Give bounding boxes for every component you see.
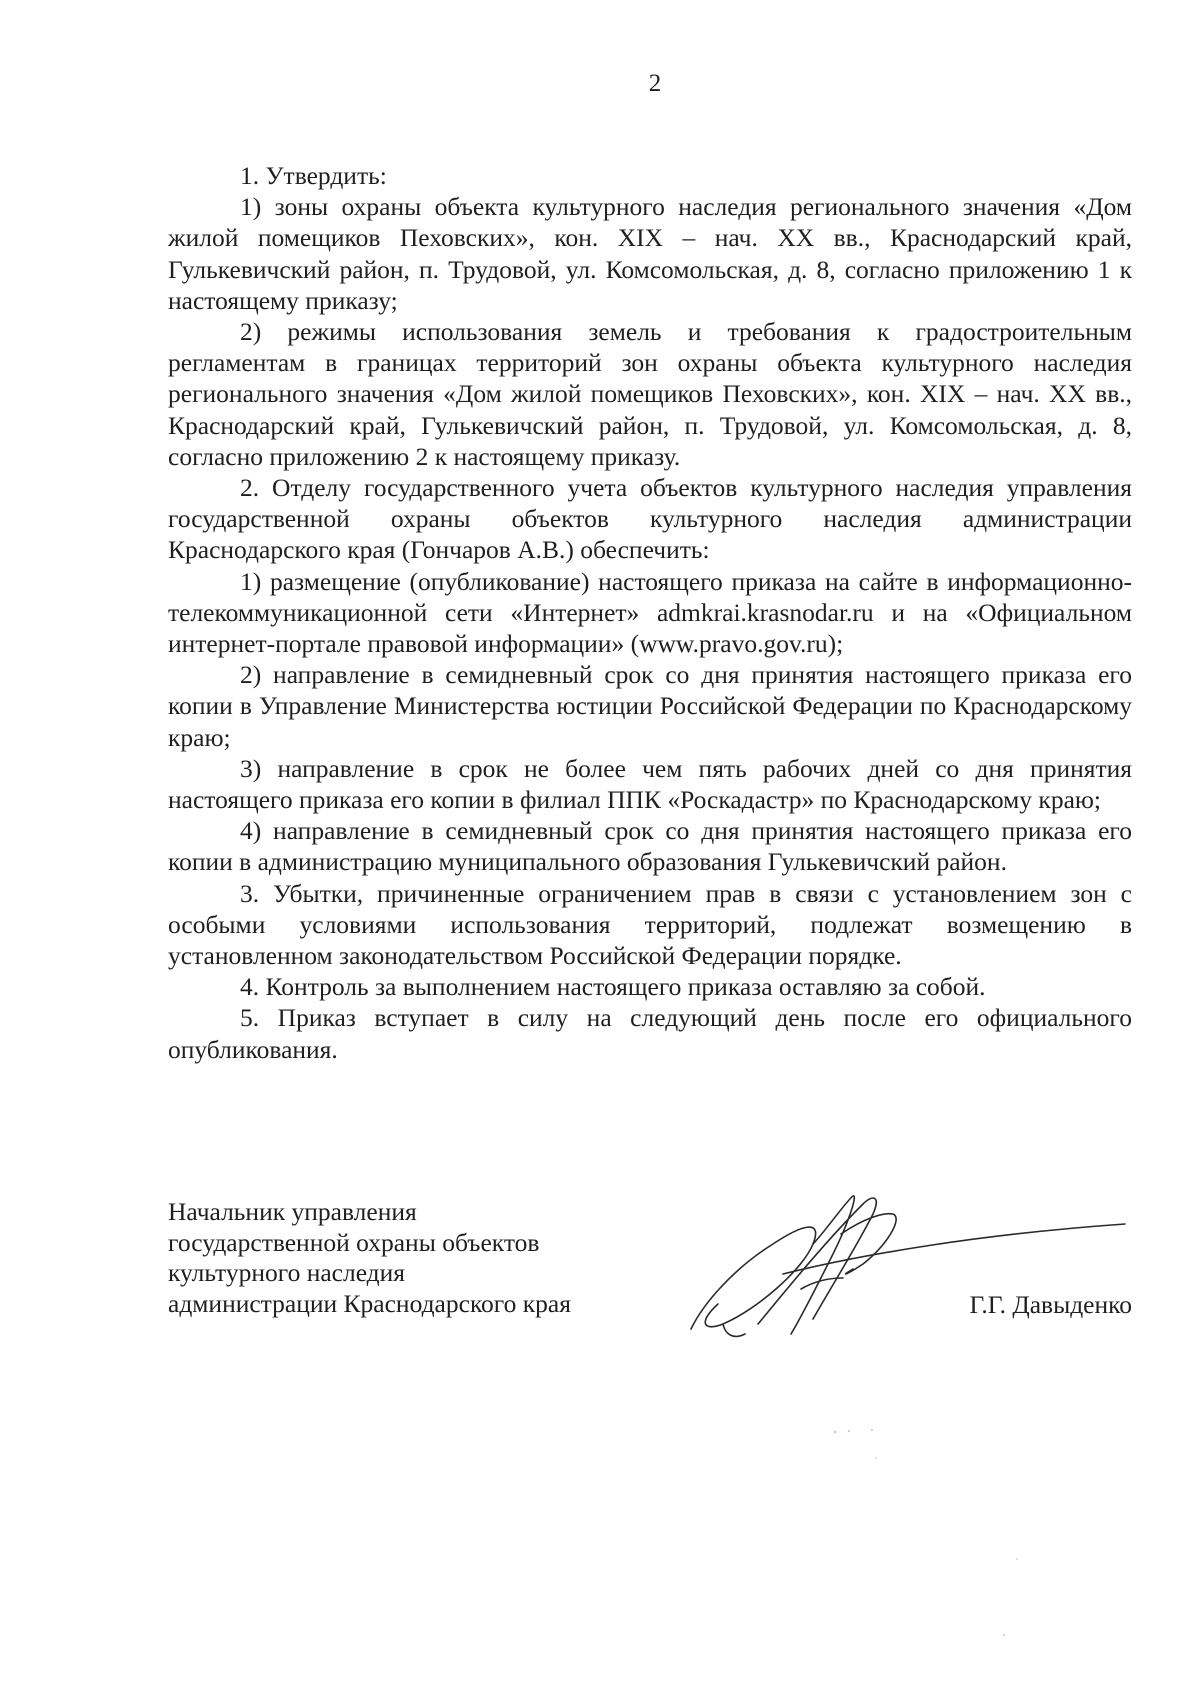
signature-block — [168, 1197, 1132, 1319]
signer-position-line: государственной охраны объектов — [168, 1227, 540, 1257]
page-number: 2 — [648, 70, 662, 97]
signer-position-line: администрации Краснодарского края — [168, 1288, 571, 1318]
paragraph-approve-item-2: 2) режимы использования земель и требования к градостроительным регламентам в границах территорий зон охраны объекта культурного наследия регионального значения «Дом жилой помещиков Пеховских», кон. XIX – нач. XX вв., Краснодарский край, Гулькевичский район, п. Трудовой, ул. Комсомольская, д. 8, согласно приложению 2 к настоящему приказу. — [168, 317, 1132, 471]
signer-position-line: Начальник управления — [168, 1197, 417, 1226]
paragraph-losses: 3. Убытки, причиненные ограничением прав в связи с установлением зон с особыми условиями использования территорий, подлежат возмещению в установленном законодательством Российской Федерации порядке. — [168, 878, 1132, 971]
paragraph-approve: 1. Утвердить: — [240, 161, 387, 190]
paragraph-duty-item-2: 2) направление в семидневный срок со дня принятия настоящего приказа его копии в Управление Министерства юстиции Российской Федерации по Краснодарскому краю; — [168, 660, 1132, 752]
paragraph-effective-date: 5. Приказ вступает в силу на следующий день после его официального опубликования. — [168, 1003, 1132, 1064]
paragraph-department-duties: 2. Отделу государственного учета объектов культурного наследия управления государственной охраны объектов культурного наследия администрации Краснодарского края (Гончаров А.В.) обеспечить: — [168, 473, 1132, 565]
paragraph-duty-item-3: 3) направление в срок не более чем пять рабочих дней со дня принятия настоящего приказа его копии в филиал ППК «Роскадастр» по Краснодарскому краю; — [168, 753, 1132, 815]
signer-name: Г.Г. Давыденко — [969, 1290, 1132, 1319]
order-body — [168, 160, 1132, 1065]
paragraph-duty-item-4: 4) направление в семидневный срок со дня принятия настоящего приказа его копии в администрацию муниципального образования Гулькевичский район. — [168, 816, 1132, 877]
paragraph-approve-item-1: 1) зоны охраны объекта культурного наследия регионального значения «Дом жилой помещиков Пеховских», кон. XIX – нач. XX вв., Краснодарский край, Гулькевичский район, п. Трудовой, ул. Комсомольская, д. 8, согласно приложению 1 к настоящему приказу; — [168, 192, 1132, 315]
paragraph-duty-item-1: 1) размещение (опубликование) настоящего приказа на сайте в информационно-телекоммуникационной сети «Интернет» admkrai.krasnodar.ru и на «Официальном интернет-портале правовой информации» (www.pravo.gov.ru); — [168, 566, 1132, 659]
paragraph-control: 4. Контроль за выполнением настоящего приказа оставляю за собой. — [240, 972, 986, 1002]
handwritten-signature — [663, 1174, 1133, 1349]
signer-position-line: культурного наследия — [168, 1258, 406, 1287]
